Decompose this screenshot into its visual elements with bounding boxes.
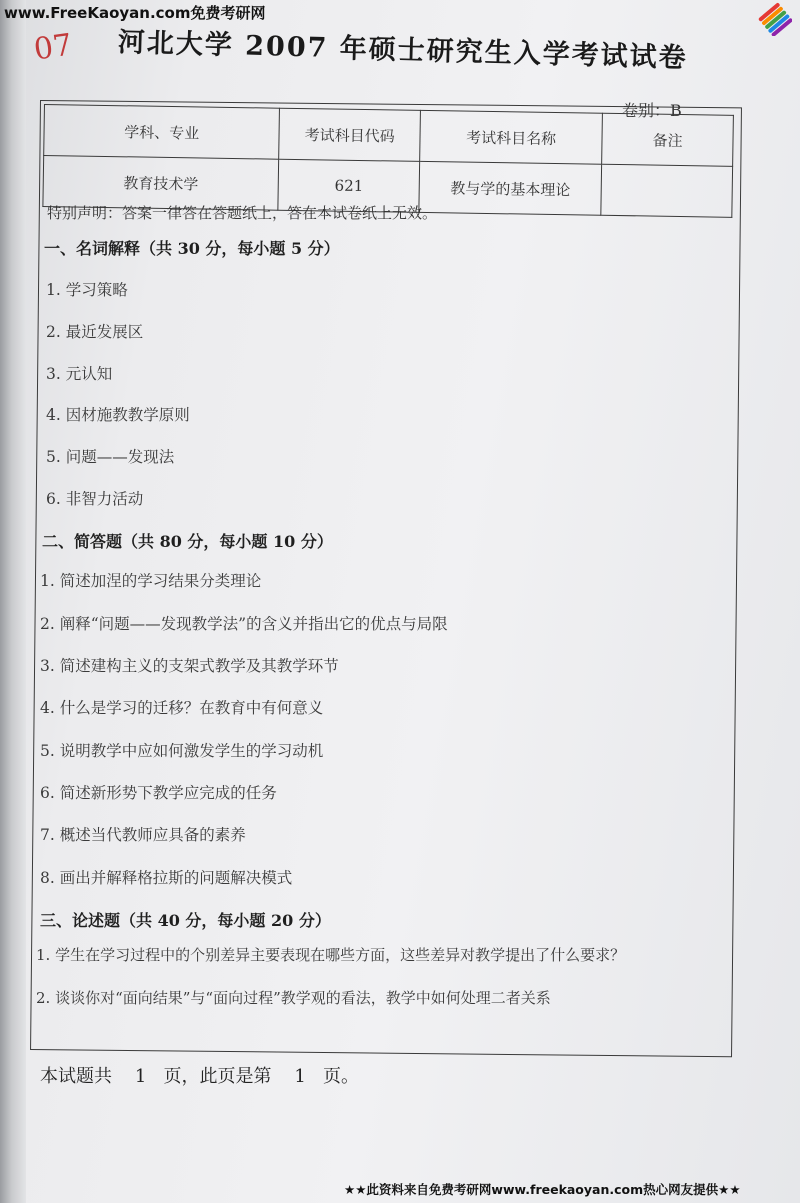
header-cell-subject: 考试科目名称 [420,110,603,164]
question-item: 4. 因材施教教学原则 [46,406,190,424]
site-logo-icon [758,2,792,36]
handwritten-mark: 07 [31,27,75,68]
question-item: 4. 什么是学习的迁移？在教育中有何意义 [40,699,324,717]
section-title-short-answer: 二、简答题（共 80 分，每小题 10 分） [42,532,333,551]
value-cell-subject: 教与学的基本理论 [419,161,602,215]
question-item: 5. 说明教学中应如何激发学生的学习动机 [40,742,324,760]
header-cell-remark: 备注 [602,113,734,166]
special-notice: 特别声明：答案一律答在答题纸上，答在本试卷纸上无效。 [47,204,438,222]
header-cell-major: 学科、专业 [44,105,280,160]
exam-title: 河北大学 2007 年硕士研究生入学考试试卷 [117,27,689,74]
exam-info-table [42,104,734,218]
question-item: 2. 最近发展区 [46,323,144,341]
question-item: 1. 简述加涅的学习结果分类理论 [40,572,262,590]
question-item: 2. 谈谈你对“面向结果”与“面向过程”教学观的看法，教学中如何处理二者关系 [36,989,551,1007]
page-count-footer: 本试题共 1 页，此页是第 1 页。 [40,1066,360,1087]
value-cell-major: 教育技术学 [43,156,279,211]
question-item: 5. 问题——发现法 [46,448,175,466]
header-cell-code: 考试科目代码 [279,108,421,161]
value-cell-remark [601,164,733,217]
section-title-essay: 三、论述题（共 40 分，每小题 20 分） [40,911,331,930]
site-watermark-top: www.FreeKaoyan.com免费考研网 [4,4,266,22]
question-item: 6. 简述新形势下教学应完成的任务 [40,784,277,802]
question-item: 1. 学生在学习过程中的个别差异主要表现在哪些方面，这些差异对教学提出了什么要求？ [36,946,626,964]
page-binding-shadow [0,0,26,1203]
question-item: 1. 学习策略 [46,281,128,299]
value-cell-code: 621 [278,159,420,212]
question-item: 3. 简述建构主义的支架式教学及其教学环节 [40,657,339,675]
section-title-definitions: 一、名词解释（共 30 分，每小题 5 分） [44,239,340,258]
site-watermark-bottom: ★★此资料来自免费考研网www.freekaoyan.com热心网友提供★★ [344,1182,741,1197]
question-item: 3. 元认知 [46,365,113,383]
question-item: 7. 概述当代教师应具备的素养 [40,826,246,844]
question-item: 2. 阐释“问题——发现教学法”的含义并指出它的优点与局限 [40,615,448,633]
paper-version: 卷别：B [622,101,682,120]
question-item: 8. 画出并解释格拉斯的问题解决模式 [40,869,293,887]
question-item: 6. 非智力活动 [46,490,144,508]
